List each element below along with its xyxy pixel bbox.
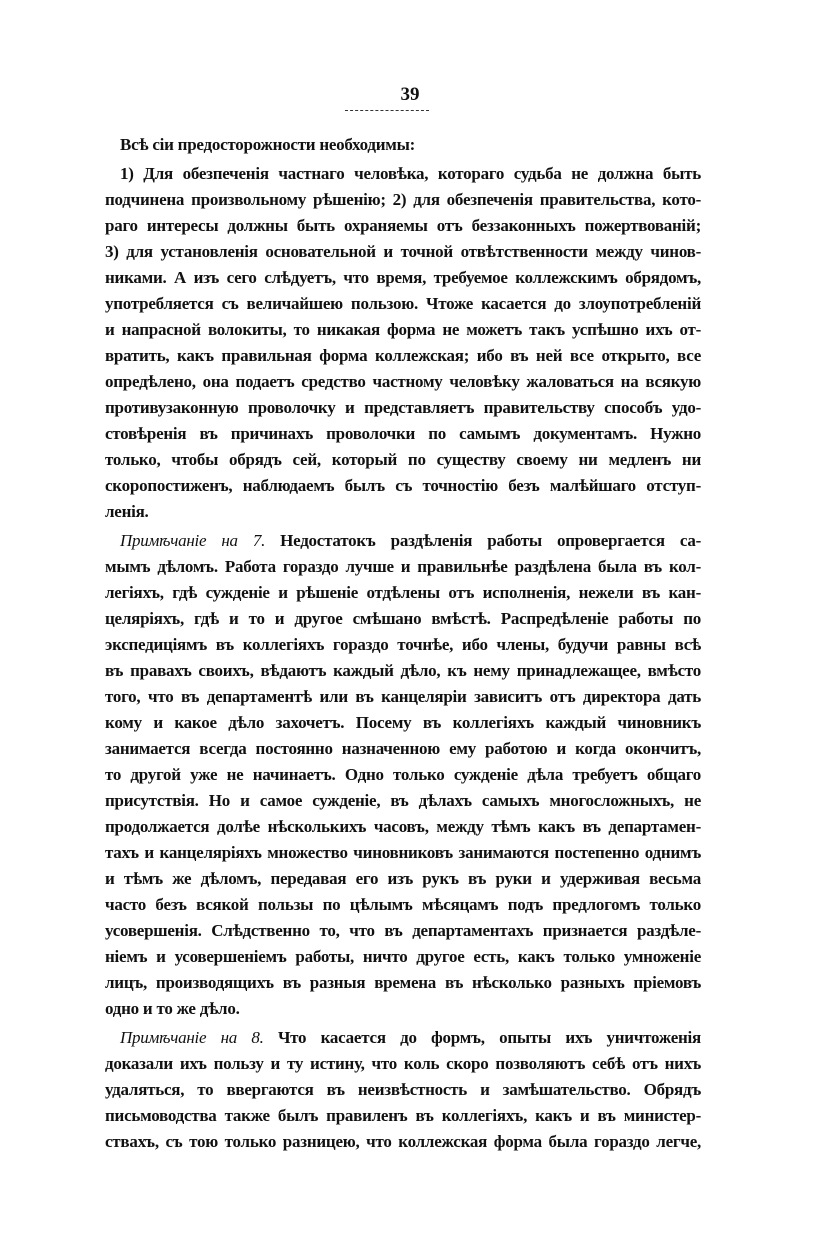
text-line — [105, 814, 701, 840]
line-text: того, что въ департаментѣ или въ канцеляріи зависитъ отъ директора дать — [105, 687, 701, 706]
text-line — [105, 1103, 701, 1129]
note-paragraph — [105, 1025, 701, 1155]
text-line — [105, 866, 701, 892]
text-line — [105, 1051, 701, 1077]
line-text: въ правахъ своихъ, вѣдаютъ каждый дѣло, къ нему принадлежащее, вмѣсто — [105, 661, 701, 680]
line-text: тахъ и канцеляріяхъ множество чиновниковъ занимаются постепенно однимъ — [105, 843, 701, 862]
line-text: Всѣ сіи предосторожности необходимы: — [120, 135, 416, 154]
line-text: 3) для установленія основательной и точной отвѣтственности между чинов- — [105, 242, 701, 261]
text-line — [105, 265, 701, 291]
paragraph — [105, 161, 701, 525]
text-line — [105, 684, 701, 710]
line-text: часто безъ всякой пользы по цѣлымъ мѣсяцамъ подъ предлогомъ только — [105, 895, 701, 914]
line-text: и тѣмъ же дѣломъ, передавая его изъ рукъ въ руки и удерживая весьма — [105, 869, 701, 888]
line-text: легіяхъ, гдѣ сужденіе и рѣшеніе отдѣлены отъ исполненія, нежели въ кан- — [105, 583, 701, 602]
text-line — [105, 421, 701, 447]
note-paragraph — [105, 528, 701, 1022]
text-line — [105, 1077, 701, 1103]
line-text: Недостатокъ раздѣленія работы опровергается са- — [265, 531, 701, 550]
line-text: ніемъ и усовершеніемъ работы, ничто другое есть, какъ только умноженіе — [105, 947, 701, 966]
line-text: экспедиціямъ въ коллегіяхъ гораздо точнѣе, ибо члены, будучи равны всѣ — [105, 635, 701, 654]
line-text: употребляется съ величайшею пользою. Чтоже касается до злоупотребленій — [105, 294, 701, 313]
text-line — [105, 632, 701, 658]
text-line — [105, 1129, 701, 1155]
text-line — [105, 710, 701, 736]
line-text: целяріяхъ, гдѣ и то и другое смѣшано вмѣстѣ. Распредѣленіе работы по — [105, 609, 701, 628]
line-text: ленія. — [105, 502, 149, 521]
line-text: вратить, какъ правильная форма коллежская; ибо въ ней все открыто, все — [105, 346, 701, 365]
line-text: кому и какое дѣло захочетъ. Посему въ коллегіяхъ каждый чиновникъ — [105, 713, 701, 732]
note-label: Примѣчаніе на 8. — [120, 1028, 264, 1047]
line-text: скоропостиженъ, наблюдаемъ былъ съ точностію безъ малѣйшаго отступ- — [105, 476, 701, 495]
text-line — [105, 239, 701, 265]
text-line — [105, 580, 701, 606]
line-text: продолжается долѣе нѣсколькихъ часовъ, между тѣмъ какъ въ департамен- — [105, 817, 701, 836]
line-text: раго интересы должны быть охраняемы отъ беззаконныхъ пожертвованій; — [105, 216, 701, 235]
text-line — [105, 369, 701, 395]
page-text — [105, 132, 701, 1158]
line-text: удаляться, то ввергаются въ неизвѣстность и замѣшательство. Обрядъ — [105, 1080, 701, 1099]
text-line — [105, 499, 701, 525]
text-line — [105, 762, 701, 788]
line-text: подчинена произвольному рѣшенію; 2) для обезпеченія правительства, кото- — [105, 190, 701, 209]
line-text: стовѣренія въ причинахъ проволочки по самымъ документамъ. Нужно — [105, 424, 701, 443]
line-text: Что касается до формъ, опыты ихъ уничтоженія — [263, 1028, 701, 1047]
line-text: одно и то же дѣло. — [105, 999, 240, 1018]
line-text: и напрасной волокиты, то никакая форма не можетъ такъ успѣшно ихъ от- — [105, 320, 701, 339]
text-line — [105, 213, 701, 239]
text-line — [105, 658, 701, 684]
text-line — [105, 291, 701, 317]
line-text: доказали ихъ пользу и ту истину, что коль скоро позволяютъ себѣ отъ нихъ — [105, 1054, 701, 1073]
text-line — [105, 473, 701, 499]
line-text: лицъ, производящихъ въ разныя времена въ нѣсколько разныхъ пріемовъ — [105, 973, 701, 992]
line-text: противузаконную проволочку и представляетъ правительству способъ удо- — [105, 398, 701, 417]
text-line — [105, 528, 701, 554]
text-line — [105, 970, 701, 996]
text-line — [105, 918, 701, 944]
line-text: письмоводства также былъ правиленъ въ коллегіяхъ, какъ и въ министер- — [105, 1106, 701, 1125]
text-line — [105, 606, 701, 632]
text-line — [105, 1025, 701, 1051]
text-line — [105, 996, 701, 1022]
text-line — [105, 554, 701, 580]
text-line — [105, 447, 701, 473]
line-text: присутствія. Но и самое сужденіе, въ дѣлахъ самыхъ многосложныхъ, не — [105, 791, 701, 810]
text-line — [105, 892, 701, 918]
text-line — [105, 317, 701, 343]
text-line — [105, 132, 701, 158]
line-text: только, чтобы обрядъ сей, который по существу своему ни медленъ ни — [105, 450, 701, 469]
text-line — [105, 736, 701, 762]
text-line — [105, 161, 701, 187]
text-line — [105, 944, 701, 970]
line-text: никами. А изъ сего слѣдуетъ, что время, требуемое коллежскимъ обрядомъ, — [105, 268, 701, 287]
text-line — [105, 840, 701, 866]
line-text: занимается всегда постоянно назначенною ему работою и когда окончитъ, — [105, 739, 701, 758]
line-text: ствахъ, съ тою только разницею, что коллежская форма была гораздо легче, — [105, 1132, 701, 1151]
note-label: Примѣчаніе на 7. — [120, 531, 266, 550]
line-text: то другой уже не начинаетъ. Одно только сужденіе дѣла требуетъ общаго — [105, 765, 701, 784]
page-number: 39 — [400, 84, 420, 105]
text-line — [105, 187, 701, 213]
page-number-rule — [345, 110, 429, 111]
line-text: 1) Для обезпеченія частнаго человѣка, котораго судьба не должна быть — [120, 164, 701, 183]
text-line — [105, 343, 701, 369]
line-text: мымъ дѣломъ. Работа гораздо лучше и правильнѣе раздѣлена была въ кол- — [105, 557, 701, 576]
line-text: опредѣлено, она подаетъ средство частному человѣку жаловаться на всякую — [105, 372, 701, 391]
text-line — [105, 788, 701, 814]
line-text: усовершенія. Слѣдственно то, что въ департаментахъ признается раздѣле- — [105, 921, 701, 940]
text-line — [105, 395, 701, 421]
paragraph — [105, 132, 701, 158]
